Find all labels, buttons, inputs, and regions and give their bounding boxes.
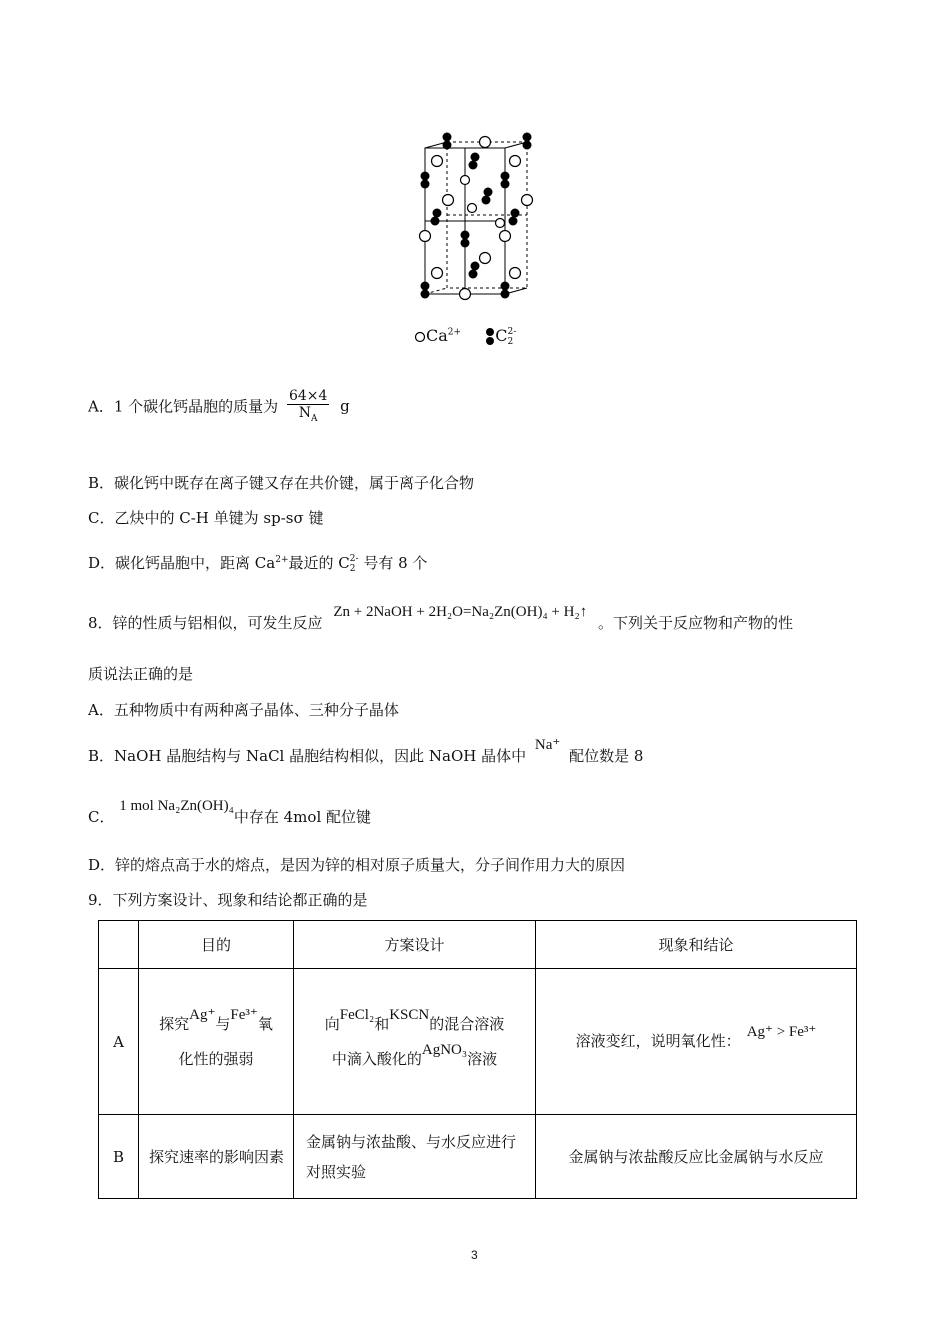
purpose-cell: 探究Ag⁺与Fe³⁺氧 化性的强弱 — [139, 969, 294, 1115]
q7-option-a: A．1 个碳化钙晶胞的质量为 $\frac{64\times 4}{N_A}$ g — [88, 388, 350, 424]
row-label: A — [99, 969, 139, 1115]
q8-stem-line2: 质说法正确的是 — [88, 665, 194, 683]
q8-option-d: D．锌的熔点高于水的熔点，是因为锌的相对原子质量大，分子间作用力大的原因 — [88, 856, 626, 874]
table-header-row: 目的 方案设计 现象和结论 — [99, 921, 857, 969]
q9-stem: 9．下列方案设计、现象和结论都正确的是 — [88, 891, 368, 909]
q8-option-b: B．NaOH 晶胞结构与 NaCl 晶胞结构相似，因此 NaOH 晶体中 Na⁺ 配位数是 8 — [88, 737, 644, 765]
design-cell: 向FeCl₂和KSCN的混合溶液 中滴入酸化的AgNO₃溶液 — [294, 969, 536, 1115]
result-cell: 溶液变红，说明氧化性： Ag⁺ > Fe³⁺ — [536, 969, 857, 1115]
mass-fraction: $\frac{64\times 4}{N_A}$ — [288, 388, 328, 424]
table-row — [99, 1115, 857, 1199]
row-label: B — [99, 1115, 139, 1199]
filled-pair-icon — [485, 327, 495, 347]
figure-legend: $Ca^{2+}$ C 2- 2 — [414, 326, 516, 347]
purpose-cell: 探究速率的影响因素 — [139, 1115, 294, 1199]
design-cell: 金属钠与浓盐酸、与水反应进行对照实验 — [294, 1115, 536, 1199]
q8-option-a: A．五种物质中有两种离子晶体、三种分子晶体 — [88, 701, 399, 719]
legend-c2: C — [495, 326, 508, 345]
q8-stem: 8．锌的性质与铝相似，可发生反应 Zn + 2NaOH + 2H₂O=Na₂Zn(OH)₄ + H₂↑ 。下列关于反应物和产物的性 — [88, 604, 794, 632]
q8-option-c: C． 1 mol Na₂Zn(OH)₄中存在 4mol 配位键 — [88, 798, 372, 826]
q9-table — [98, 920, 857, 1199]
result-cell: 金属钠与浓盐酸反应比金属钠与水反应 — [536, 1115, 857, 1199]
open-circle-icon — [414, 331, 426, 343]
q7-option-d: D．碳化钙晶胞中，距离 $Ca^{2+}$最近的 C 2- 2 号有 8 个 — [88, 554, 428, 574]
legend-ca: Ca — [426, 326, 448, 345]
table-row — [99, 969, 857, 1115]
calcium-carbide-unit-cell-figure — [410, 128, 540, 308]
zinc-reaction-equation: Zn + 2NaOH + 2H₂O=Na₂Zn(OH)₄ + H₂↑ — [333, 604, 588, 620]
q7-option-b: B．碳化钙中既存在离子键又存在共价键，属于离子化合物 — [88, 474, 475, 492]
q7-option-c: C．乙炔中的 C-H 单键为 sp-sσ 键 — [88, 509, 324, 527]
page-number: 3 — [471, 1248, 478, 1262]
